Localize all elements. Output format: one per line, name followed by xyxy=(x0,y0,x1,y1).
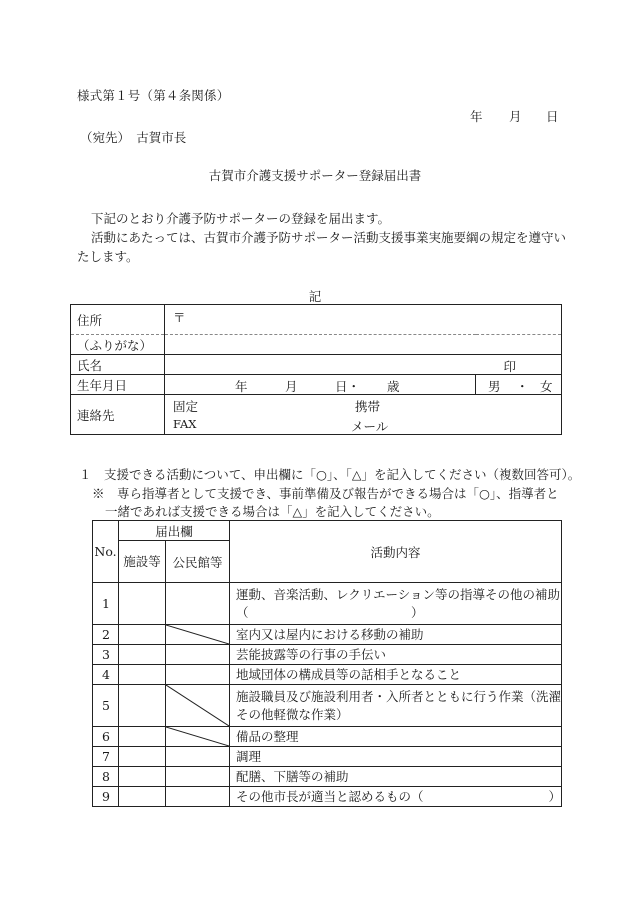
table-row xyxy=(93,727,562,747)
row-number: 1 xyxy=(93,583,119,625)
facility-cell[interactable] xyxy=(119,787,166,807)
row-number: 3 xyxy=(93,645,119,665)
facility-cell[interactable] xyxy=(119,583,166,625)
contact-label: 連絡先 xyxy=(71,395,165,435)
content-header: 活動内容 xyxy=(230,521,562,583)
row-number: 4 xyxy=(93,665,119,685)
birthdate-field[interactable] xyxy=(165,375,476,395)
furigana-field[interactable] xyxy=(165,335,562,355)
row-number: 5 xyxy=(93,685,119,727)
mobile-phone-label: 携帯 xyxy=(355,399,381,414)
activity-text-line-2: その他軽微な作業） xyxy=(236,706,349,722)
table-row xyxy=(93,787,562,807)
seal-mark: 印 xyxy=(503,359,517,374)
facility-cell[interactable] xyxy=(119,665,166,685)
facility-cell[interactable] xyxy=(119,625,166,645)
fixed-phone-label: 固定 xyxy=(173,399,199,414)
sex-male-option[interactable]: 男 xyxy=(488,379,501,394)
address-field[interactable] xyxy=(165,305,562,335)
birth-day-label: 日・ xyxy=(335,379,361,394)
community-cell[interactable] xyxy=(166,767,230,787)
name-label: 氏名 xyxy=(71,355,165,375)
address-label: 住所 xyxy=(71,305,165,335)
community-cell-disabled xyxy=(166,727,230,747)
activity-text-line-2: （ ） xyxy=(236,604,424,620)
activity-table xyxy=(92,520,562,807)
row-number: 2 xyxy=(93,625,119,645)
sex-separator: ・ xyxy=(516,379,529,394)
note-2-line-1: ※ 専ら指導者として支援でき、事前準備及び報告ができる場合は「○」、指導者と xyxy=(92,486,559,501)
table-row xyxy=(93,747,562,767)
facility-header: 施設等 xyxy=(119,541,166,583)
community-cell[interactable] xyxy=(166,583,230,625)
activity-text-line-1: 運動、音楽活動、レクリエーション等の指導その他の補助 xyxy=(236,586,561,602)
intro-line-2: 活動にあたっては、古賀市介護予防サポーター活動支援事業実施要綱の規定を遵守い xyxy=(91,230,567,245)
community-cell[interactable] xyxy=(166,665,230,685)
furigana-label: （ふりがな） xyxy=(71,335,165,355)
table-row xyxy=(93,645,562,665)
phone-field[interactable] xyxy=(165,395,562,415)
date-year-label: 年 xyxy=(470,109,483,124)
diagonal-strike xyxy=(166,685,229,726)
request-header: 届出欄 xyxy=(119,521,230,541)
facility-cell[interactable] xyxy=(119,645,166,665)
date-month-label: 月 xyxy=(509,109,522,124)
diagonal-strike xyxy=(166,625,229,644)
facility-cell[interactable] xyxy=(119,747,166,767)
registration-table xyxy=(70,304,562,435)
activity-content: 調理 xyxy=(230,747,562,767)
activity-content: 備品の整理 xyxy=(230,727,562,747)
birth-year-label: 年 xyxy=(235,379,248,394)
ki-label: 記 xyxy=(308,289,322,304)
table-row xyxy=(93,665,562,685)
activity-content: 芸能披露等の行事の手伝い xyxy=(230,645,562,665)
birth-month-label: 月 xyxy=(285,379,298,394)
facility-cell[interactable] xyxy=(119,727,166,747)
facility-cell[interactable] xyxy=(119,767,166,787)
community-cell[interactable] xyxy=(166,747,230,767)
community-cell[interactable] xyxy=(166,787,230,807)
date-day-label: 日 xyxy=(546,109,559,124)
fax-mail-field[interactable] xyxy=(165,415,562,435)
activity-text-line-1: 施設職員及び施設利用者・入所者とともに行う作業（洗濯 xyxy=(236,688,562,704)
activity-content: その他市長が適当と認めるもの（ ） xyxy=(230,787,562,807)
birth-age-label: 歳 xyxy=(387,379,400,394)
sex-female-option[interactable]: 女 xyxy=(540,379,553,394)
community-cell[interactable] xyxy=(166,645,230,665)
activity-content: 地域団体の構成員等の話相手となること xyxy=(230,665,562,685)
community-header: 公民館等 xyxy=(166,541,230,583)
fax-label: FAX xyxy=(173,416,197,431)
activity-content xyxy=(230,685,562,727)
table-row xyxy=(93,625,562,645)
name-field[interactable] xyxy=(165,355,562,375)
postal-mark: 〒 xyxy=(173,310,186,325)
addressee: （宛先） 古賀市長 xyxy=(80,130,187,145)
note-1: １ 支援できる活動について、申出欄に「○」、「△」を記入してください（複数回答可）。 xyxy=(79,467,581,482)
intro-line-3: たします。 xyxy=(77,249,139,264)
no-header: No. xyxy=(93,521,119,583)
mail-label: メール xyxy=(351,418,389,434)
table-row xyxy=(93,685,562,727)
row-number: 7 xyxy=(93,747,119,767)
activity-content xyxy=(230,583,562,625)
note-2-line-2: 一緒であれば支援できる場合は「△」を記入してください。 xyxy=(105,504,440,519)
table-row xyxy=(93,767,562,787)
row-number: 9 xyxy=(93,787,119,807)
row-number: 6 xyxy=(93,727,119,747)
community-cell-disabled xyxy=(166,685,230,727)
sex-field[interactable] xyxy=(476,375,562,395)
table-row xyxy=(93,583,562,625)
birthdate-label: 生年月日 xyxy=(71,375,165,395)
community-cell-disabled xyxy=(166,625,230,645)
intro-line-1: 下記のとおり介護予防サポーターの登録を届出ます。 xyxy=(91,211,391,226)
row-number: 8 xyxy=(93,767,119,787)
activity-content: 室内又は屋内における移動の補助 xyxy=(230,625,562,645)
diagonal-strike xyxy=(166,727,229,746)
activity-content: 配膳、下膳等の補助 xyxy=(230,767,562,787)
form-number: 様式第１号（第４条関係） xyxy=(77,88,230,103)
document-title: 古賀市介護支援サポーター登録届出書 xyxy=(208,168,422,183)
facility-cell[interactable] xyxy=(119,685,166,727)
